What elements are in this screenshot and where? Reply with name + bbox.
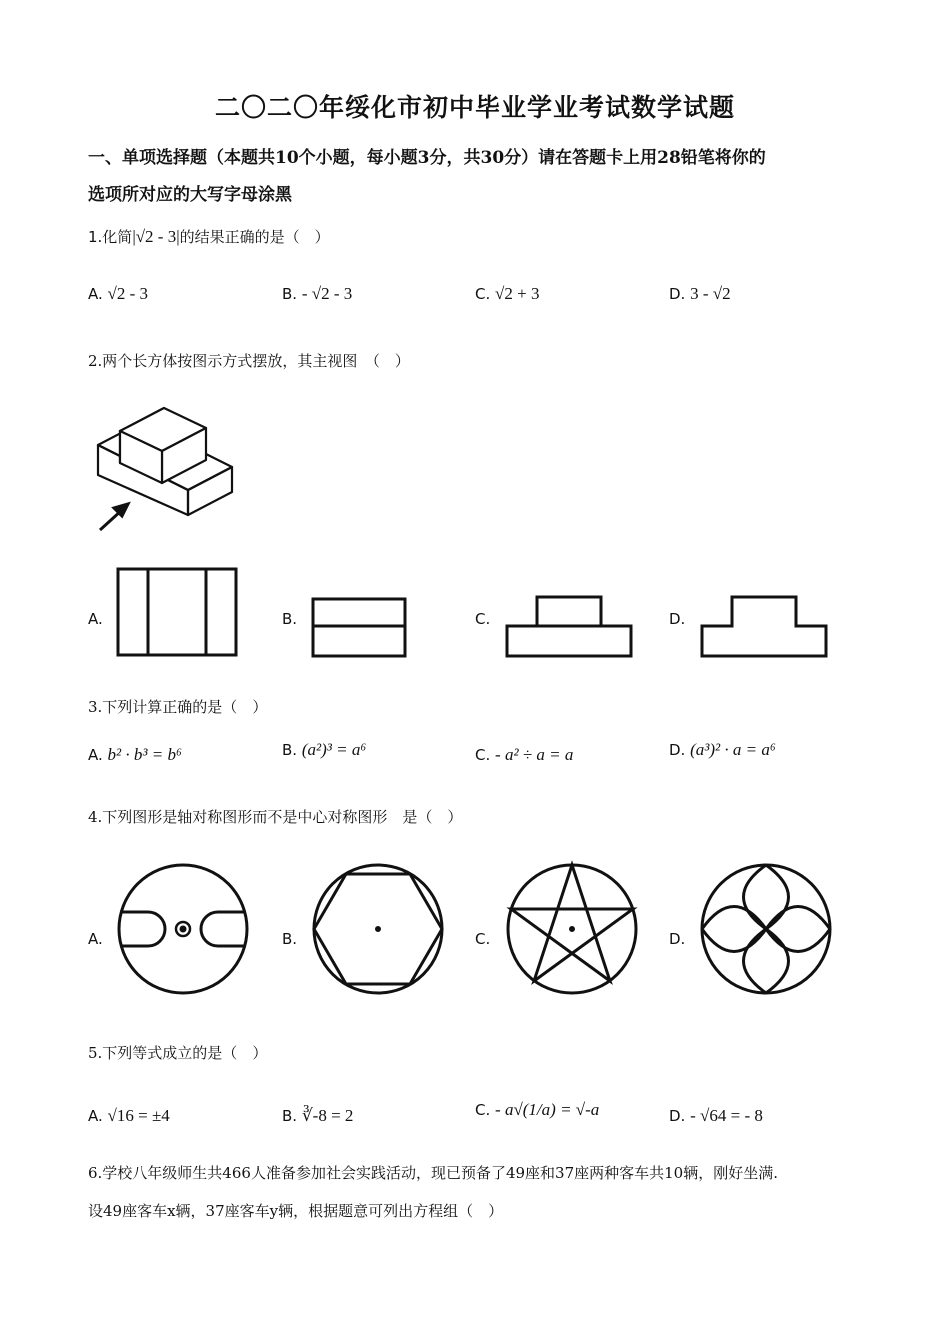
q2-option-a-figure[interactable] [116, 567, 238, 659]
q2-option-d-figure[interactable] [700, 595, 828, 659]
q4-option-c-figure[interactable] [505, 862, 641, 998]
section-header-line1: 一、单项选择题（本题共10个小题，每小题3分，共30分）请在答题卡上用28铅笔将你的 [88, 148, 766, 168]
q4-option-b-label[interactable]: B. [282, 930, 298, 948]
question-2: 2.两个长方体按图示方式摆放，其主视图 （ ） [88, 352, 410, 370]
q2-option-c-figure[interactable] [505, 595, 633, 659]
q5-option-b[interactable]: B. ∛-8 = 2 [282, 1106, 354, 1125]
q2-option-b-figure[interactable] [311, 597, 407, 659]
question-1-abs-expression: |√2 - 3| [132, 227, 180, 246]
q1-option-b[interactable]: B. - √2 - 3 [282, 284, 353, 303]
q3-option-c[interactable]: C. - a² ÷ a = a [475, 745, 574, 764]
question-1 [88, 226, 330, 247]
q5-option-a[interactable]: A. √16 = ±4 [88, 1106, 170, 1125]
q4-option-a-label[interactable]: A. [88, 930, 103, 948]
q4-option-c-label[interactable]: C. [475, 930, 491, 948]
isometric-blocks-figure [92, 400, 242, 540]
q3-option-a[interactable]: A. b² · b³ = b⁶ [88, 745, 182, 764]
question-6-line1: 6.学校八年级师生共466人准备参加社会实践活动，现已预备了49座和37座两种客车共10辆，刚好坐满. [88, 1164, 778, 1182]
q3-option-b[interactable]: B. (a²)³ = a⁶ [282, 740, 367, 759]
q5-option-c[interactable]: C. - a√(1/a) = √-a [475, 1100, 600, 1119]
q1-option-c[interactable]: C. √2 + 3 [475, 284, 540, 303]
question-4: 4.下列图形是轴对称图形而不是中心对称图形 是（ ） [88, 808, 463, 826]
q4-option-b-figure[interactable] [311, 862, 447, 998]
question-3: 3.下列计算正确的是（ ） [88, 698, 268, 716]
question-1-prefix: 1.化简 [88, 228, 133, 246]
q2-option-a-label[interactable]: A. [88, 610, 103, 628]
question-1-suffix: 的结果正确的是（ ） [179, 228, 330, 246]
q3-option-d[interactable]: D. (a³)² · a = a⁶ [669, 740, 776, 759]
q2-option-b-label[interactable]: B. [282, 610, 298, 628]
q4-option-a-figure[interactable] [116, 862, 252, 998]
q4-option-d-label[interactable]: D. [669, 930, 686, 948]
question-6-line2: 设49座客车x辆，37座客车y辆，根据题意可列出方程组（ ） [88, 1202, 504, 1220]
q1-option-d[interactable]: D. 3 - √2 [669, 284, 731, 303]
page-title: 二〇二〇年绥化市初中毕业学业考试数学试题 [214, 93, 735, 122]
question-5: 5.下列等式成立的是（ ） [88, 1044, 268, 1062]
q1-option-a[interactable]: A. √2 - 3 [88, 284, 149, 303]
view-direction-arrow-icon [100, 504, 128, 530]
q2-option-d-label[interactable]: D. [669, 610, 686, 628]
q2-option-c-label[interactable]: C. [475, 610, 491, 628]
q4-option-d-figure[interactable] [699, 862, 835, 998]
q5-option-d[interactable]: D. - √64 = - 8 [669, 1106, 763, 1125]
section-header-line2: 选项所对应的大写字母涂黑 [88, 185, 292, 205]
